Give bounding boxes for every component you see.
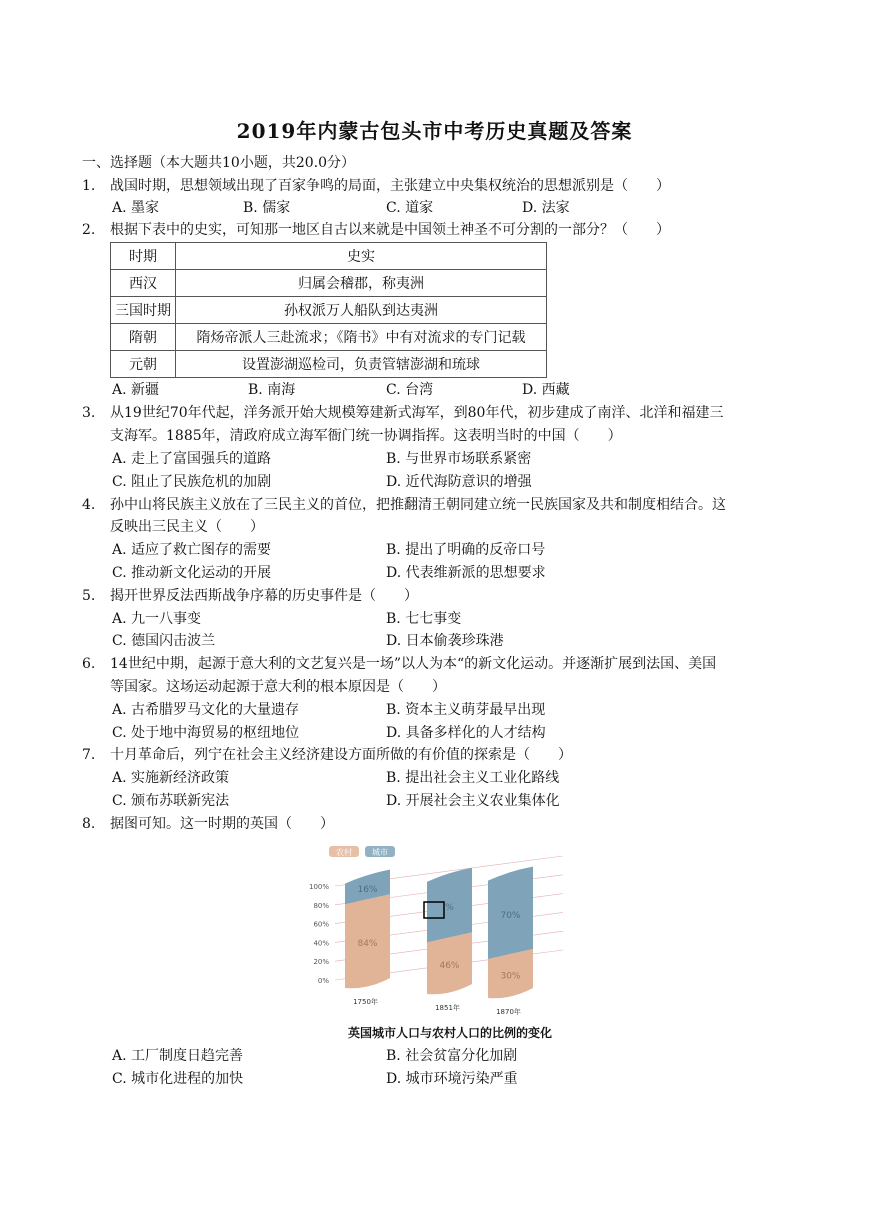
question-number: 6. — [82, 656, 96, 672]
question-text: 等国家。这场运动起源于意大利的根本原因是（ ） — [110, 679, 446, 695]
question-text: 根据下表中的史实，可知那一地区自古以来就是中国领土神圣不可分割的一部分？（ ） — [110, 222, 670, 238]
data-label-urban: 70% — [500, 910, 521, 921]
option-a: A. 适应了救亡图存的需要 — [112, 542, 272, 558]
option-d: D. 日本偷袭珍珠港 — [386, 633, 504, 649]
option-c: C. 台湾 — [386, 382, 434, 398]
option-d: D. 法家 — [522, 200, 570, 216]
option-c: C. 推动新文化运动的开展 — [112, 565, 272, 581]
question-number: 7. — [82, 747, 96, 763]
option-a: A. 工厂制度日趋完善 — [112, 1048, 244, 1064]
option-b: B. 提出了明确的反帝口号 — [386, 542, 546, 558]
legend-label: 城市 — [372, 848, 388, 857]
table-cell: 设置澎湖巡检司，负责管辖澎湖和琉球 — [176, 351, 547, 378]
option-d: D. 城市环境污染严重 — [386, 1071, 518, 1087]
option-a: A. 实施新经济政策 — [112, 770, 230, 786]
section-heading: 一、选择题（本大题共10小题，共20.0分） — [82, 155, 355, 171]
data-label-rural: 84% — [357, 939, 378, 950]
chart-caption: 英国城市人口与农村人口的比例的变化 — [347, 1026, 552, 1040]
question-text: 14世纪中期，起源于意大利的文艺复兴是一场”以人为本“的新文化运动。并逐渐扩展到法国、美国 — [110, 656, 717, 672]
question-number: 2. — [82, 222, 96, 238]
x-category-label: 1851年 — [435, 1004, 460, 1012]
table-cell: 元朝 — [111, 351, 176, 378]
table-cell: 隋炀帝派人三赴流求；《隋书》中有对流求的专门记载 — [176, 324, 547, 351]
question-number: 8. — [82, 816, 96, 832]
legend-label: 农村 — [336, 848, 352, 857]
option-d: D. 开展社会主义农业集体化 — [386, 793, 560, 809]
table-cell: 隋朝 — [111, 324, 176, 351]
y-tick-label: 20% — [313, 958, 329, 967]
option-a: A. 九一八事变 — [112, 611, 202, 627]
option-d: D. 近代海防意识的增强 — [386, 474, 532, 490]
y-tick-label: 80% — [313, 901, 329, 910]
data-label-rural: 46% — [439, 961, 460, 972]
history-table — [110, 242, 547, 378]
table-cell: 归属会稽郡，称夷洲 — [176, 270, 547, 297]
table-cell: 孙权派万人船队到达夷洲 — [176, 297, 547, 324]
x-category-label: 1870年 — [496, 1008, 521, 1016]
option-a: A. 新疆 — [112, 382, 160, 398]
option-a: A. 古希腊罗马文化的大量遗存 — [112, 702, 300, 718]
question-text: 从19世纪70年代起，洋务派开始大规模筹建新式海军，到80年代，初步建成了南洋、北洋和福建三 — [110, 405, 724, 421]
option-b: B. 资本主义萌芽最早出现 — [386, 702, 546, 718]
table-row — [111, 351, 547, 378]
table-cell: 三国时期 — [111, 297, 176, 324]
data-label-urban: % — [445, 903, 454, 914]
question-number: 1. — [82, 178, 96, 194]
y-tick-label: 40% — [313, 939, 329, 948]
question-text: 反映出三民主义（ ） — [110, 519, 264, 535]
question-text: 支海军。1885年，清政府成立海军衙门统一协调指挥。这表明当时的中国（ ） — [110, 428, 622, 444]
question-text: 孙中山将民族主义放在了三民主义的首位，把推翻清王朝同建立统一民族国家及共和制度相结合。这 — [110, 497, 726, 513]
table-header-cell: 时期 — [111, 243, 176, 270]
data-label-urban: 16% — [357, 884, 378, 895]
option-c: C. 颁布苏联新宪法 — [112, 793, 230, 809]
table-header-row — [111, 243, 547, 270]
option-a: A. 墨家 — [112, 200, 160, 216]
option-b: B. 七七事变 — [386, 611, 462, 627]
table-cell: 西汉 — [111, 270, 176, 297]
option-c: C. 德国闪击波兰 — [112, 633, 216, 649]
option-b: B. 与世界市场联系紧密 — [386, 451, 532, 467]
option-c: C. 城市化进程的加快 — [112, 1071, 244, 1087]
question-text: 战国时期，思想领域出现了百家争鸣的局面，主张建立中央集权统治的思想派别是（ ） — [110, 178, 670, 194]
question-text: 十月革命后，列宁在社会主义经济建设方面所做的有价值的探索是（ ） — [110, 747, 572, 763]
page-title: 2019年内蒙古包头市中考历史真题及答案 — [236, 119, 633, 143]
option-d: D. 具备多样化的人才结构 — [386, 725, 546, 741]
table-row — [111, 297, 547, 324]
option-b: B. 儒家 — [243, 200, 291, 216]
option-d: D. 代表维新派的思想要求 — [386, 565, 546, 581]
question-text: 揭开世界反法西斯战争序幕的历史事件是（ ） — [110, 588, 418, 604]
option-d: D. 西藏 — [522, 382, 570, 398]
table-row — [111, 270, 547, 297]
y-tick-label: 100% — [308, 883, 329, 891]
table-row — [111, 324, 547, 351]
option-b: B. 社会贫富分化加剧 — [386, 1048, 518, 1064]
option-a: A. 走上了富国强兵的道路 — [112, 451, 272, 467]
population-ratio-chart — [305, 838, 567, 1018]
option-c: C. 道家 — [386, 200, 434, 216]
question-number: 4. — [82, 497, 96, 513]
x-category-label: 1750年 — [353, 998, 378, 1006]
option-b: B. 南海 — [248, 382, 296, 398]
option-c: C. 处于地中海贸易的枢纽地位 — [112, 725, 300, 741]
question-number: 3. — [82, 405, 96, 421]
data-label-rural: 30% — [500, 971, 521, 982]
y-tick-label: 60% — [313, 920, 329, 929]
question-number: 5. — [82, 588, 96, 604]
question-text: 据图可知。这一时期的英国（ ） — [110, 816, 334, 832]
option-b: B. 提出社会主义工业化路线 — [386, 770, 560, 786]
option-c: C. 阻止了民族危机的加剧 — [112, 474, 272, 490]
table-header-cell: 史实 — [176, 243, 547, 270]
y-tick-label: 0% — [317, 977, 329, 985]
